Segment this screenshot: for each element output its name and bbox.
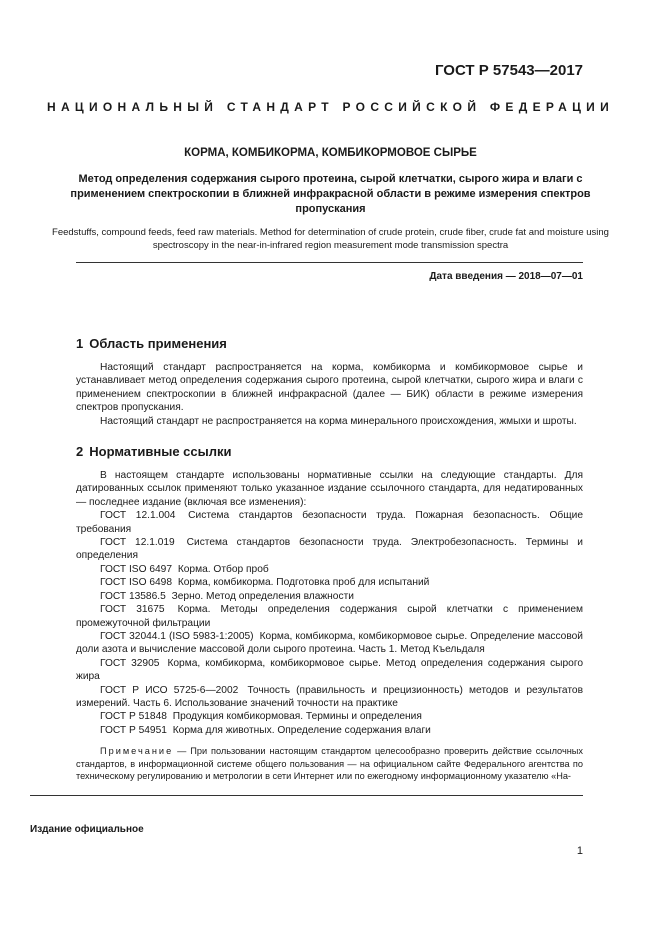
reference-text: Корма для животных. Определение содержания влаги bbox=[172, 724, 431, 736]
reference-code: ГОСТ Р ИСО 5725-6—2002 bbox=[100, 684, 239, 696]
section-title: Нормативные ссылки bbox=[89, 444, 232, 460]
reference-code: ГОСТ 13586.5 bbox=[100, 590, 166, 602]
note-label: Примечание bbox=[100, 746, 174, 757]
reference-text: Система стандартов безопасности труда. Пожарная безопасность. Общие требования bbox=[76, 510, 583, 535]
reference-item bbox=[76, 710, 583, 723]
reference-text: Корма, комбикорма, комбикормовое сырье. Определение массовой доли азота и вычисление массовой доли сырого протеина. Часть 1. Метод Къельдаля bbox=[76, 630, 583, 656]
section-number: 1 bbox=[76, 336, 84, 351]
paragraph: Настоящий стандарт не распространяется на корма минерального происхождения, жмыхи и шроты. bbox=[100, 415, 577, 427]
reference-text: Точность (правильность и прецизионность) методов и результатов измерений. Часть 6. Использование значений точности на практике bbox=[76, 684, 583, 709]
reference-item bbox=[76, 603, 583, 630]
note-text: — При пользовании настоящим стандартом целесообразно проверить действие ссылочных стандартов, в информационной системе общего пользования — на официальном сайте Федерального агентства по техническому регулированию и метрологии в сети Интернет или по ежегодному информационному указателю «На- bbox=[76, 746, 583, 781]
section-number: 2 bbox=[76, 444, 84, 460]
section-1-heading bbox=[76, 336, 583, 351]
national-standard-heading: НАЦИОНАЛЬНЫЙ СТАНДАРТ РОССИЙСКОЙ ФЕДЕРАЦИИ bbox=[46, 100, 615, 114]
document-title: КОРМА, КОМБИКОРМА, КОМБИКОРМОВОЕ СЫРЬЕ bbox=[184, 147, 477, 159]
reference-code: ГОСТ 12.1.004 bbox=[100, 510, 176, 522]
divider-line bbox=[76, 262, 583, 263]
reference-code: ГОСТ Р 54951 bbox=[100, 724, 167, 736]
reference-code: ГОСТ Р 51848 bbox=[100, 711, 167, 723]
edition-label: Издание официальное bbox=[30, 824, 144, 835]
reference-code: ГОСТ ISO 6498 bbox=[100, 577, 172, 589]
section-title: Область применения bbox=[89, 336, 227, 351]
reference-code: ГОСТ ISO 6497 bbox=[100, 563, 172, 575]
reference-item bbox=[76, 509, 583, 536]
reference-text: Корма, комбикорма, комбикормовое сырье. Метод определения содержания сырого жира bbox=[76, 657, 583, 683]
reference-text: Корма, комбикорма. Подготовка проб для испытаний bbox=[177, 577, 430, 589]
reference-item bbox=[76, 536, 583, 563]
reference-code: ГОСТ 12.1.019 bbox=[100, 537, 175, 549]
reference-item bbox=[76, 684, 583, 711]
reference-item bbox=[76, 590, 583, 603]
page-number: 1 bbox=[576, 845, 583, 857]
paragraph: Настоящий стандарт распространяется на корма, комбикорма и комбикормовое сырье и устанавливает метод определения содержания сырого протеина, сырой клетчатки, сырого жира и влаги с применением спектроскопии в ближней инфракрасной (далее — БИК) области в режиме измерения спектров пропускания. bbox=[76, 362, 583, 414]
reference-text: Зерно. Метод определения влажности bbox=[171, 590, 354, 602]
introduction-date: Дата введения — 2018—07—01 bbox=[429, 271, 583, 282]
english-title: Feedstuffs, compound feeds, feed raw materials. Method for determination of crude protein, crude fiber, crude fat and moisture using spectroscopy in the near-in-infrared region measurement mode transmission spectra bbox=[52, 227, 609, 251]
reference-item bbox=[76, 563, 583, 576]
reference-item bbox=[76, 630, 583, 657]
reference-item bbox=[76, 657, 583, 684]
standard-number: ГОСТ Р 57543—2017 bbox=[434, 62, 583, 79]
reference-code: ГОСТ 32905 bbox=[100, 657, 160, 669]
reference-text: Продукция комбикормовая. Термины и определения bbox=[172, 711, 422, 723]
main-content bbox=[76, 336, 583, 782]
note bbox=[76, 745, 583, 782]
reference-text: Система стандартов безопасности труда. Электробезопасность. Термины и определения bbox=[76, 537, 583, 562]
reference-text: Корма. Методы определения содержания сырой клетчатки с применением промежуточной фильтрации bbox=[76, 604, 583, 629]
document-subtitle: Метод определения содержания сырого протеина, сырой клетчатки, сырого жира и влаги с применением спектроскопии в ближней инфракрасной области в режиме измерения спектров пропускания bbox=[70, 173, 591, 215]
reference-code: ГОСТ 32044.1 (ISO 5983-1:2005) bbox=[100, 630, 254, 642]
paragraph: В настоящем стандарте использованы нормативные ссылки на следующие стандарты. Для датированных ссылок применяют только указанное издание ссылочного стандарта, для недатированных — последнее издание (включая все изменения): bbox=[76, 470, 583, 508]
footer-divider bbox=[30, 795, 583, 796]
reference-item bbox=[76, 724, 583, 737]
reference-item bbox=[76, 576, 583, 589]
reference-text: Корма. Отбор проб bbox=[177, 563, 269, 575]
section-2-heading bbox=[76, 444, 583, 459]
reference-code: ГОСТ 31675 bbox=[100, 604, 165, 616]
